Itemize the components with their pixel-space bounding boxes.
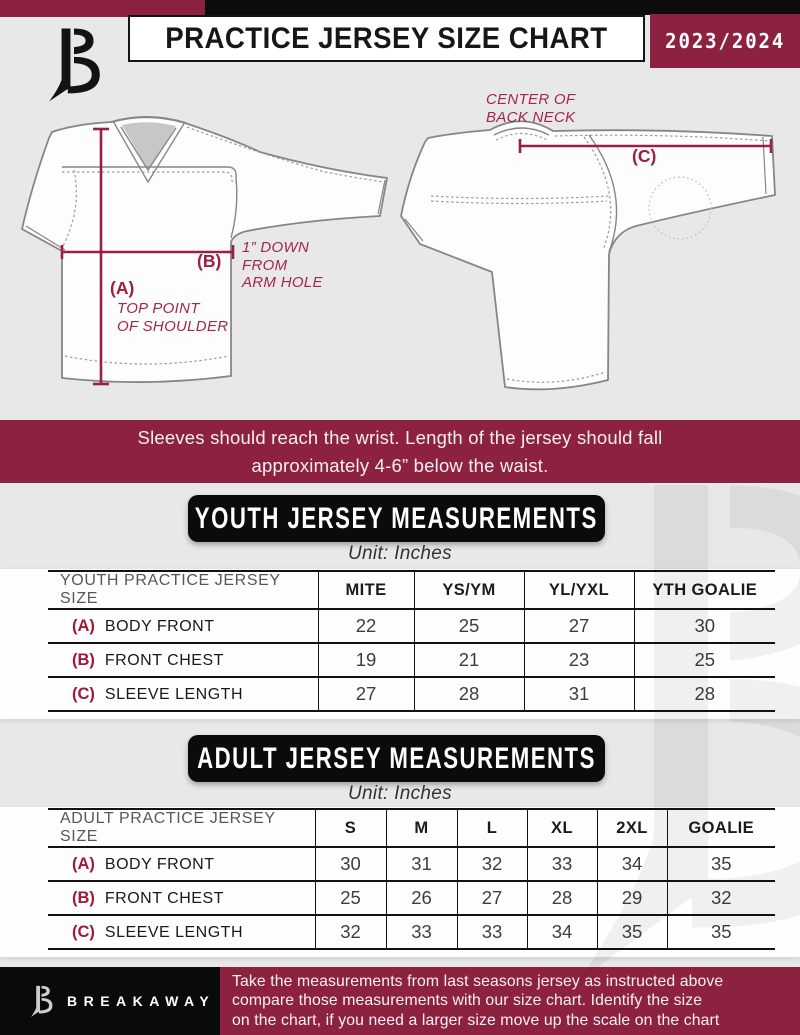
text-line: approximately 4-6” below the waist. [251,454,549,476]
text-line: TOP POINT [117,300,200,317]
season-label: 2023/2024 [664,29,786,53]
measurement-table [48,808,775,950]
text-line: compare those measurements with our size chart. Identify the size [232,992,703,1010]
table-row [48,915,775,949]
size-header-cell: YTH GOALIE [634,571,775,609]
measure-label: FRONT CHEST [104,889,224,907]
text-line: on the chart, if you need a larger size move up the scale on the chart [232,1011,720,1029]
adult-size-table [48,808,775,950]
row-label-cell [48,915,315,949]
note-center-of-back-neck [486,91,575,126]
measure-key: (A) [72,854,95,873]
label-a: (A) [110,278,135,298]
youth-unit-label: Unit: Inches [348,543,452,564]
value-cell: 23 [524,643,634,677]
value-cell: 21 [414,643,524,677]
size-header-cell: 2XL [597,809,667,847]
row-label-cell [48,847,315,881]
row-label-cell [48,677,318,711]
adult-section-title-pill [188,735,605,782]
value-cell: 25 [634,643,775,677]
measure-label: SLEEVE LENGTH [104,923,244,941]
value-cell: 19 [318,643,414,677]
note-top-point-of-shoulder [117,300,228,335]
youth-section-title-pill [188,495,605,542]
table-header-row [48,809,775,847]
size-header-cell: XL [527,809,597,847]
value-cell: 28 [414,677,524,711]
footer-instructions [220,967,800,1035]
size-header-cell: S [315,809,386,847]
size-header-cell: GOALIE [667,809,775,847]
table-title-cell: ADULT PRACTICE JERSEY SIZE [60,810,276,845]
page-title-box [128,15,645,62]
value-cell: 32 [315,915,386,949]
value-cell: 33 [386,915,457,949]
youth-size-table [48,570,775,712]
page-title: PRACTICE JERSEY SIZE CHART [165,21,608,55]
measure-key: (C) [72,922,95,941]
table-title-cell: YOUTH PRACTICE JERSEY SIZE [60,572,281,607]
value-cell: 31 [524,677,634,711]
value-cell: 27 [457,881,527,915]
value-cell: 29 [597,881,667,915]
top-accent-bar-black [205,0,800,15]
back-jersey-illustration [393,108,798,418]
text-line: CENTER OF [486,91,576,108]
table-row [48,609,775,643]
value-cell: 35 [667,847,775,881]
breakaway-logo-icon [28,984,55,1018]
table-row [48,643,775,677]
text-line: OF SHOULDER [117,317,229,335]
size-header-cell: L [457,809,527,847]
value-cell: 35 [667,915,775,949]
fit-note-banner [0,420,800,483]
text-line: FROM [242,256,288,274]
value-cell: 25 [315,881,386,915]
size-header-cell: MITE [318,571,414,609]
value-cell: 32 [457,847,527,881]
text-line: Take the measurements from last seasons jersey as instructed above [232,973,724,990]
table-row [48,847,775,881]
breakaway-logo-icon [38,24,110,104]
value-cell: 30 [634,609,775,643]
measure-label: BODY FRONT [104,855,215,873]
size-header-cell: YL/YXL [524,571,634,609]
value-cell: 31 [386,847,457,881]
value-cell: 35 [597,915,667,949]
measure-key: (C) [72,684,95,703]
value-cell: 33 [527,847,597,881]
value-cell: 27 [524,609,634,643]
season-badge [650,14,800,68]
value-cell: 30 [315,847,386,881]
value-cell: 34 [527,915,597,949]
measurement-table [48,570,775,712]
youth-section-title: YOUTH JERSEY MEASUREMENTS [195,501,598,535]
table-row [48,677,775,711]
measure-label: FRONT CHEST [104,651,224,669]
value-cell: 25 [414,609,524,643]
adult-unit-label: Unit: Inches [348,783,452,804]
table-row [48,881,775,915]
value-cell: 28 [634,677,775,711]
value-cell: 27 [318,677,414,711]
label-c: (C) [632,146,657,166]
text-line: 1” DOWN [242,239,310,256]
footer-brand-block [0,967,220,1035]
row-label-cell [48,643,318,677]
table-header-row [48,571,775,609]
note-down-from-armhole [242,239,323,292]
size-header-cell: YS/YM [414,571,524,609]
row-label-cell [48,881,315,915]
text-line: BACK NECK [486,108,576,126]
value-cell: 34 [597,847,667,881]
measure-key: (A) [72,616,95,635]
value-cell: 32 [667,881,775,915]
text-line: Sleeves should reach the wrist. Length of the jersey should fall [137,427,663,448]
value-cell: 26 [386,881,457,915]
row-label-cell [48,609,318,643]
measure-key: (B) [72,650,95,669]
measure-key: (B) [72,888,95,907]
brand-name: BREAKAWAY [67,993,216,1009]
value-cell: 33 [457,915,527,949]
measure-label: SLEEVE LENGTH [104,685,244,703]
text-line: ARM HOLE [242,274,323,291]
measure-label: BODY FRONT [104,617,215,635]
value-cell: 22 [318,609,414,643]
adult-section-title: ADULT JERSEY MEASUREMENTS [197,741,596,775]
value-cell: 28 [527,881,597,915]
label-b: (B) [197,251,222,271]
size-header-cell: M [386,809,457,847]
